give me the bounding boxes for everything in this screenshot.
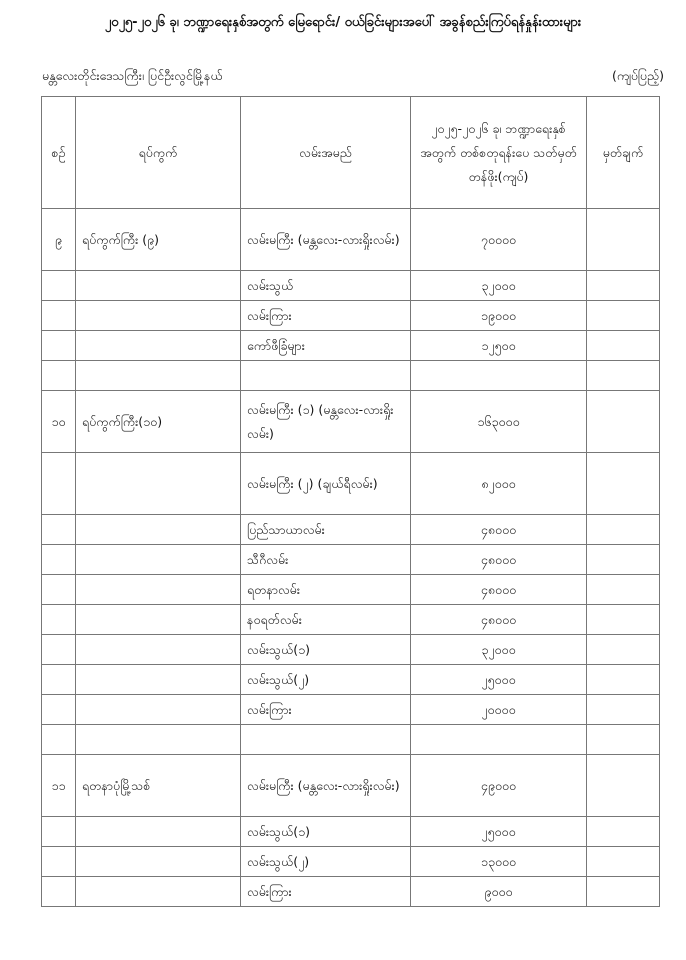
table-row xyxy=(42,271,660,301)
row-district: ရပ်ကွက်ကြီး (၉) xyxy=(76,209,241,271)
row-district xyxy=(76,665,241,695)
row-number xyxy=(42,575,76,605)
row-district xyxy=(76,271,241,301)
row-number xyxy=(42,635,76,665)
row-value: ၉၀၀၀ xyxy=(411,877,587,907)
row-district xyxy=(76,605,241,635)
row-value: ၁၂၅၀၀ xyxy=(411,331,587,361)
row-district xyxy=(76,847,241,877)
row-remark xyxy=(587,725,660,755)
header-district: ရပ်ကွက် xyxy=(76,97,241,209)
row-number xyxy=(42,271,76,301)
row-remark xyxy=(587,755,660,817)
row-district xyxy=(76,453,241,515)
region-label: မန္တလေးတိုင်းဒေသကြီး၊ ပြင်ဦးလွင်မြို့နယ် xyxy=(42,68,223,83)
row-road-name: လမ်းကြား xyxy=(241,301,411,331)
row-district xyxy=(76,545,241,575)
table-row xyxy=(42,635,660,665)
row-road-name xyxy=(241,725,411,755)
row-road-name: ပြည်သာယာလမ်း xyxy=(241,515,411,545)
row-value: ၂၅၀၀၀ xyxy=(411,665,587,695)
row-remark xyxy=(587,695,660,725)
row-number: ၁၀ xyxy=(42,391,76,453)
row-remark xyxy=(587,635,660,665)
valuation-table xyxy=(41,96,660,907)
row-value: ၂၅၀၀၀ xyxy=(411,817,587,847)
row-road-name: လမ်းသွယ် xyxy=(241,271,411,301)
row-district: ရတနာပုံမြို့သစ် xyxy=(76,755,241,817)
row-remark xyxy=(587,331,660,361)
row-road-name: လမ်းမကြီး (မန္တလေး-လားရှိုးလမ်း) xyxy=(241,209,411,271)
row-district xyxy=(76,575,241,605)
row-district xyxy=(76,301,241,331)
row-value: ၇၀၀၀၀ xyxy=(411,209,587,271)
row-value: ၂၀၀၀၀ xyxy=(411,695,587,725)
header-remark: မှတ်ချက် xyxy=(587,97,660,209)
row-number xyxy=(42,817,76,847)
table-row xyxy=(42,695,660,725)
row-number xyxy=(42,545,76,575)
row-district xyxy=(76,635,241,665)
row-value: ၃၂၀၀၀ xyxy=(411,635,587,665)
row-road-name xyxy=(241,361,411,391)
row-road-name: လမ်းမကြီး (၂) (ချယ်ရီလမ်း) xyxy=(241,453,411,515)
row-value xyxy=(411,725,587,755)
table-row xyxy=(42,361,660,391)
row-value: ၄၈၀၀၀ xyxy=(411,545,587,575)
row-number: ၉ xyxy=(42,209,76,271)
row-district xyxy=(76,331,241,361)
row-value: ၈၂၀၀၀ xyxy=(411,453,587,515)
row-remark xyxy=(587,301,660,331)
row-road-name: လမ်းမကြီး (မန္တလေး-လားရှိုးလမ်း) xyxy=(241,755,411,817)
row-road-name: လမ်းသွယ်(၁) xyxy=(241,635,411,665)
row-number xyxy=(42,605,76,635)
table-header-row xyxy=(42,97,660,209)
row-road-name: ရတနာလမ်း xyxy=(241,575,411,605)
row-district xyxy=(76,725,241,755)
table-row xyxy=(42,725,660,755)
row-number xyxy=(42,515,76,545)
row-remark xyxy=(587,665,660,695)
row-number xyxy=(42,331,76,361)
row-remark xyxy=(587,605,660,635)
row-district xyxy=(76,817,241,847)
row-number xyxy=(42,725,76,755)
row-value xyxy=(411,361,587,391)
table-row xyxy=(42,575,660,605)
row-value: ၁၉၀၀၀ xyxy=(411,301,587,331)
row-district xyxy=(76,515,241,545)
row-number xyxy=(42,877,76,907)
row-road-name: နဝရတ်လမ်း xyxy=(241,605,411,635)
table-row xyxy=(42,301,660,331)
row-remark xyxy=(587,545,660,575)
row-road-name: လမ်းသွယ်(၂) xyxy=(241,665,411,695)
row-value: ၄၈၀၀၀ xyxy=(411,605,587,635)
row-remark xyxy=(587,361,660,391)
row-value: ၄၈၀၀၀ xyxy=(411,575,587,605)
row-value: ၁၆၃၀၀၀ xyxy=(411,391,587,453)
header-road: လမ်းအမည် xyxy=(241,97,411,209)
row-district xyxy=(76,695,241,725)
table-row xyxy=(42,877,660,907)
row-road-name: လမ်းသွယ်(၁) xyxy=(241,817,411,847)
row-road-name: လမ်းကြား xyxy=(241,695,411,725)
table-row xyxy=(42,847,660,877)
row-remark xyxy=(587,453,660,515)
row-remark xyxy=(587,209,660,271)
row-number xyxy=(42,361,76,391)
row-road-name: လမ်းသွယ်(၂) xyxy=(241,847,411,877)
table-row xyxy=(42,755,660,817)
row-number xyxy=(42,695,76,725)
row-remark xyxy=(587,817,660,847)
row-value: ၃၂၀၀၀ xyxy=(411,271,587,301)
row-district xyxy=(76,361,241,391)
table-row xyxy=(42,665,660,695)
table-row xyxy=(42,391,660,453)
row-road-name: သီဂီလမ်း xyxy=(241,545,411,575)
row-remark xyxy=(587,575,660,605)
row-remark xyxy=(587,271,660,301)
row-value: ၄၈၀၀၀ xyxy=(411,515,587,545)
row-remark xyxy=(587,877,660,907)
unit-label: (ကျပ်ပြည့်) xyxy=(611,68,664,83)
row-road-name: ကော်ဖီခြံများ xyxy=(241,331,411,361)
row-road-name: လမ်းမကြီး (၁) (မန္တလေး-လားရှိုးလမ်း) xyxy=(241,391,411,453)
row-district xyxy=(76,877,241,907)
table-row xyxy=(42,515,660,545)
table-row xyxy=(42,331,660,361)
row-remark xyxy=(587,391,660,453)
page-title: ၂၀၂၅-၂၀၂၆ ခု၊ ဘဏ္ဍာရေးနှစ်အတွက် မြေရောင်း/ ဝယ်ခြင်းများအပေါ် အခွန်စည်းကြပ်ရန်နှုန်းထားများ xyxy=(104,15,582,30)
row-number xyxy=(42,453,76,515)
row-remark xyxy=(587,515,660,545)
row-number xyxy=(42,665,76,695)
row-road-name: လမ်းကြား xyxy=(241,877,411,907)
table-row xyxy=(42,817,660,847)
row-value: ၁၃၀၀၀ xyxy=(411,847,587,877)
row-remark xyxy=(587,847,660,877)
row-district: ရပ်ကွက်ကြီး(၁၀) xyxy=(76,391,241,453)
row-number xyxy=(42,847,76,877)
header-no: စဉ် xyxy=(42,97,76,209)
header-value: ၂၀၂၅-၂၀၂၆ ခု၊ ဘဏ္ဍာရေးနှစ်အတွက် တစ်စတုရန်းပေ သတ်မှတ်တန်ဖိုး(ကျပ်) xyxy=(411,97,587,209)
table-row xyxy=(42,453,660,515)
table-row xyxy=(42,209,660,271)
row-number: ၁၁ xyxy=(42,755,76,817)
row-value: ၄၉၀၀၀ xyxy=(411,755,587,817)
row-number xyxy=(42,301,76,331)
table-row xyxy=(42,545,660,575)
table-row xyxy=(42,605,660,635)
